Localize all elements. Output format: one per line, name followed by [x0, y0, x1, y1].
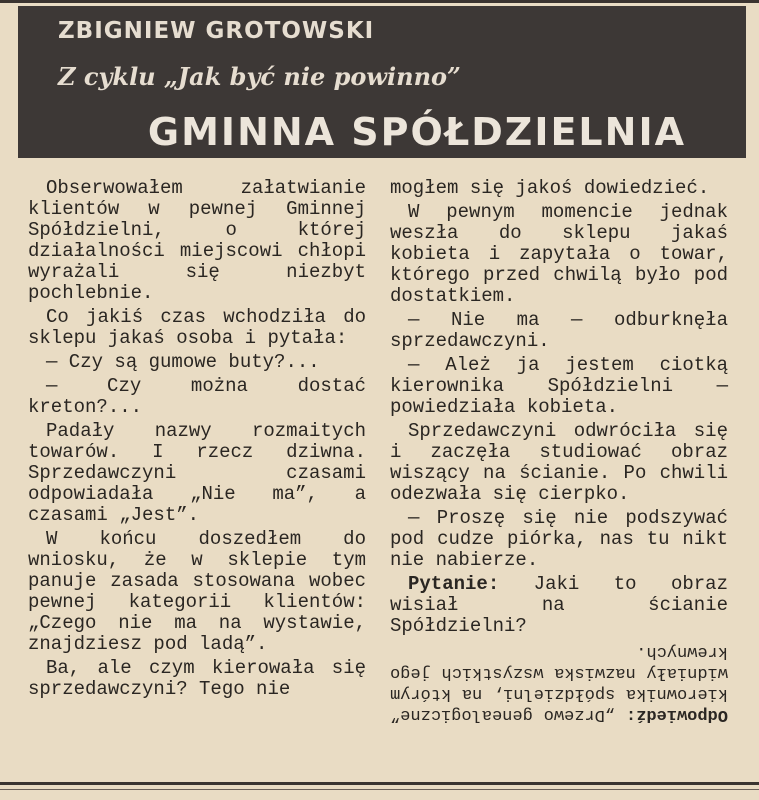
paragraph: — Ależ ja jestem ciotką kierownika Spółdzielni — powiedziała kobieta. [390, 354, 728, 418]
paragraph: Ba, ale czym kierowała się sprzedawczyni? Tego nie [28, 657, 366, 700]
paragraph: Obserwowałem załatwianie klientów w pewnej Gminnej Spółdzielni, o której działalności miejscowi chłopi wyrażali się niezbyt pochlebnie. [28, 177, 366, 304]
paragraph: W końcu doszedłem do wniosku, że w sklepie tym panuje zasada stosowana wobec pewnej kategorii klientów: „Czego nie ma na wystawie, znajdziesz pod ladą”. [28, 528, 366, 655]
question-paragraph [390, 574, 728, 637]
paragraph: mogłem się jakoś dowiedzieć. [390, 177, 710, 199]
series-subtitle: Z cyklu „Jak być nie powinno” [58, 62, 461, 91]
paragraph: — Czy można dostać kreton?... [28, 375, 366, 418]
bottom-rule-thin [0, 789, 759, 790]
paragraph: — Nie ma — odburknęła sprzedawczyni. [390, 309, 728, 352]
paragraph: Co jakiś czas wchodziła do sklepu jakaś osoba i pytała: [28, 306, 366, 349]
article-body [28, 178, 758, 778]
paragraph: — Proszę się nie podszywać pod cudze piórka, nas tu nikt nie nabierze. [390, 507, 728, 571]
top-rule [0, 0, 759, 3]
answer-paragraph [390, 641, 728, 725]
question-label: Pytanie: [408, 573, 500, 595]
article-title: GMINNA SPÓŁDZIELNIA [147, 110, 686, 154]
paragraph: W pewnym momencie jednak weszła do sklepu jakaś kobieta i zapytała o towar, którego przed chwilą było pod dostatkiem. [390, 201, 728, 307]
right-column [390, 178, 728, 728]
bottom-rule [0, 782, 759, 785]
paragraph: — Czy są gumowe buty?... [46, 351, 320, 373]
answer-text: „Drzewo genealogiczne” kierownika spółdzielni, na którym widniały nazwiska wszystkich jego krewnych. [389, 642, 728, 724]
question-text: Jaki to obraz wisiał na ścianie Spółdzielni? [390, 573, 728, 637]
left-column [28, 178, 366, 703]
paragraph: Sprzedawczyni odwróciła się i zaczęła studiować obraz wiszący na ścianie. Po chwili odezwała się cierpko. [390, 420, 728, 505]
paragraph: Padały nazwy rozmaitych towarów. I rzecz dziwna. Sprzedawczyni czasami odpowiadała „Nie ma”, a czasami „Jest”. [28, 420, 366, 526]
author-name: ZBIGNIEW GROTOWSKI [58, 18, 375, 44]
upside-down-answer [390, 641, 728, 725]
answer-label: Odpowiedź: [625, 705, 728, 724]
article-header [18, 6, 746, 158]
